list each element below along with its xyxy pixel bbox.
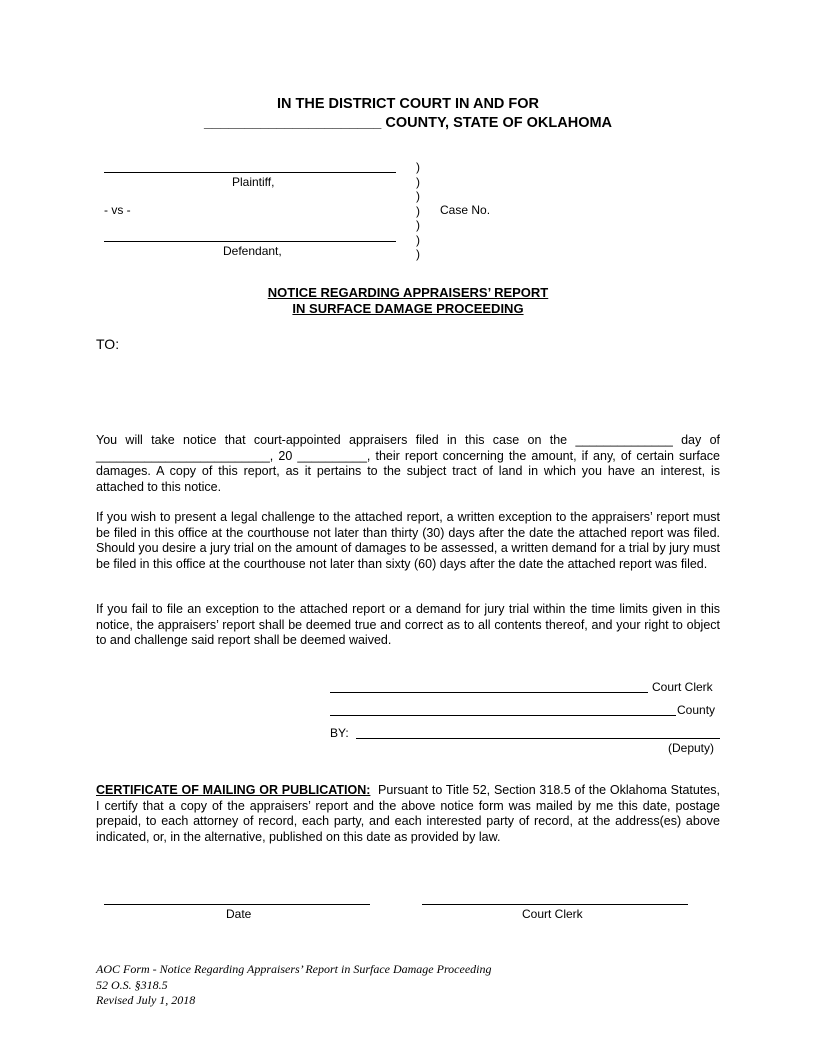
county-state-label: COUNTY, STATE OF OKLAHOMA: [385, 115, 613, 131]
caption-paren-column: [416, 160, 420, 262]
certificate-heading: CERTIFICATE OF MAILING OR PUBLICATION:: [96, 783, 371, 797]
paren: ): [416, 232, 420, 247]
court-heading-line2: [0, 115, 816, 131]
plaintiff-label: Plaintiff,: [232, 175, 275, 189]
plaintiff-line[interactable]: [104, 172, 396, 173]
paren: ): [416, 218, 420, 232]
court-heading-line1: IN THE DISTRICT COURT IN AND FOR: [276, 96, 540, 112]
notice-title-line2: IN SURFACE DAMAGE PROCEEDING: [292, 301, 524, 316]
county-label: County: [677, 703, 716, 717]
paren: ): [416, 203, 420, 218]
paren: ): [416, 189, 420, 203]
footer-form-name: AOC Form - Notice Regarding Appraisers’ Report in Surface Damage Proceeding: [96, 962, 492, 976]
case-no-label: Case No.: [440, 203, 491, 217]
vs-label: - vs -: [104, 203, 131, 217]
paragraph-failure-to-file: If you fail to file an exception to the attached report or a demand for jury trial within the time limits given in this notice, the appraisers’ report shall be deemed true and correct as to all contents thereof, and your right to object to and challenge said report shall be deemed waived.: [96, 602, 720, 647]
paren: ): [416, 247, 420, 261]
county-line[interactable]: [330, 715, 676, 716]
notice-title: [0, 285, 816, 316]
to-label: TO:: [96, 336, 120, 352]
defendant-line[interactable]: [104, 241, 396, 242]
bottom-court-clerk-label: Court Clerk: [522, 907, 583, 921]
footer-revision-date: Revised July 1, 2018: [96, 993, 196, 1007]
defendant-label: Defendant,: [223, 244, 282, 258]
footer-statute: 52 O.S. §318.5: [96, 977, 168, 992]
paragraph-filing-notice: You will take notice that court-appointed appraisers filed in this case on the ______________ day of _________________________, 20 __________, their report concerning the amount, if any, of certain surface damages. A copy of this report, as it pertains to the subject tract of land in which you have an interest, is attached to this notice.: [96, 433, 720, 494]
paren: ): [416, 160, 420, 174]
date-label: Date: [226, 907, 252, 921]
county-blank[interactable]: ______________________: [203, 115, 382, 131]
court-clerk-label: Court Clerk: [652, 680, 713, 694]
certificate-body: Pursuant to Title 52, Section 318.5 of the Oklahoma Statutes, I certify that a copy of the appraisers’ report and the above notice form was mailed by me this date, postage prepaid, to each attorney of record, each party, and each interested party of record, at the address(es) above indicated, or, in the alternative, published on this date as provided by law.: [96, 783, 720, 844]
certificate-of-mailing: [96, 783, 720, 845]
paragraph-legal-challenge: If you wish to present a legal challenge to the attached report, a written exception to the appraisers’ report must be filed in this office at the courthouse not later than thirty (30) days after the date the attached report was filed. Should you desire a jury trial on the amount of damages to be assessed, a written demand for a trial by jury must be filed in this office at the courthouse not later than sixty (60) days after the date the attached report was filed.: [96, 510, 720, 571]
court-clerk-signature-line[interactable]: [330, 692, 648, 693]
notice-title-line1: NOTICE REGARDING APPRAISERS’ REPORT: [267, 285, 549, 300]
form-footer: [96, 962, 492, 1009]
deputy-label: (Deputy): [668, 741, 715, 755]
deputy-signature-line[interactable]: [356, 738, 720, 739]
bottom-court-clerk-line[interactable]: [422, 904, 688, 905]
by-label: BY:: [330, 726, 349, 740]
date-line[interactable]: [104, 904, 370, 905]
paren: ): [416, 174, 420, 189]
